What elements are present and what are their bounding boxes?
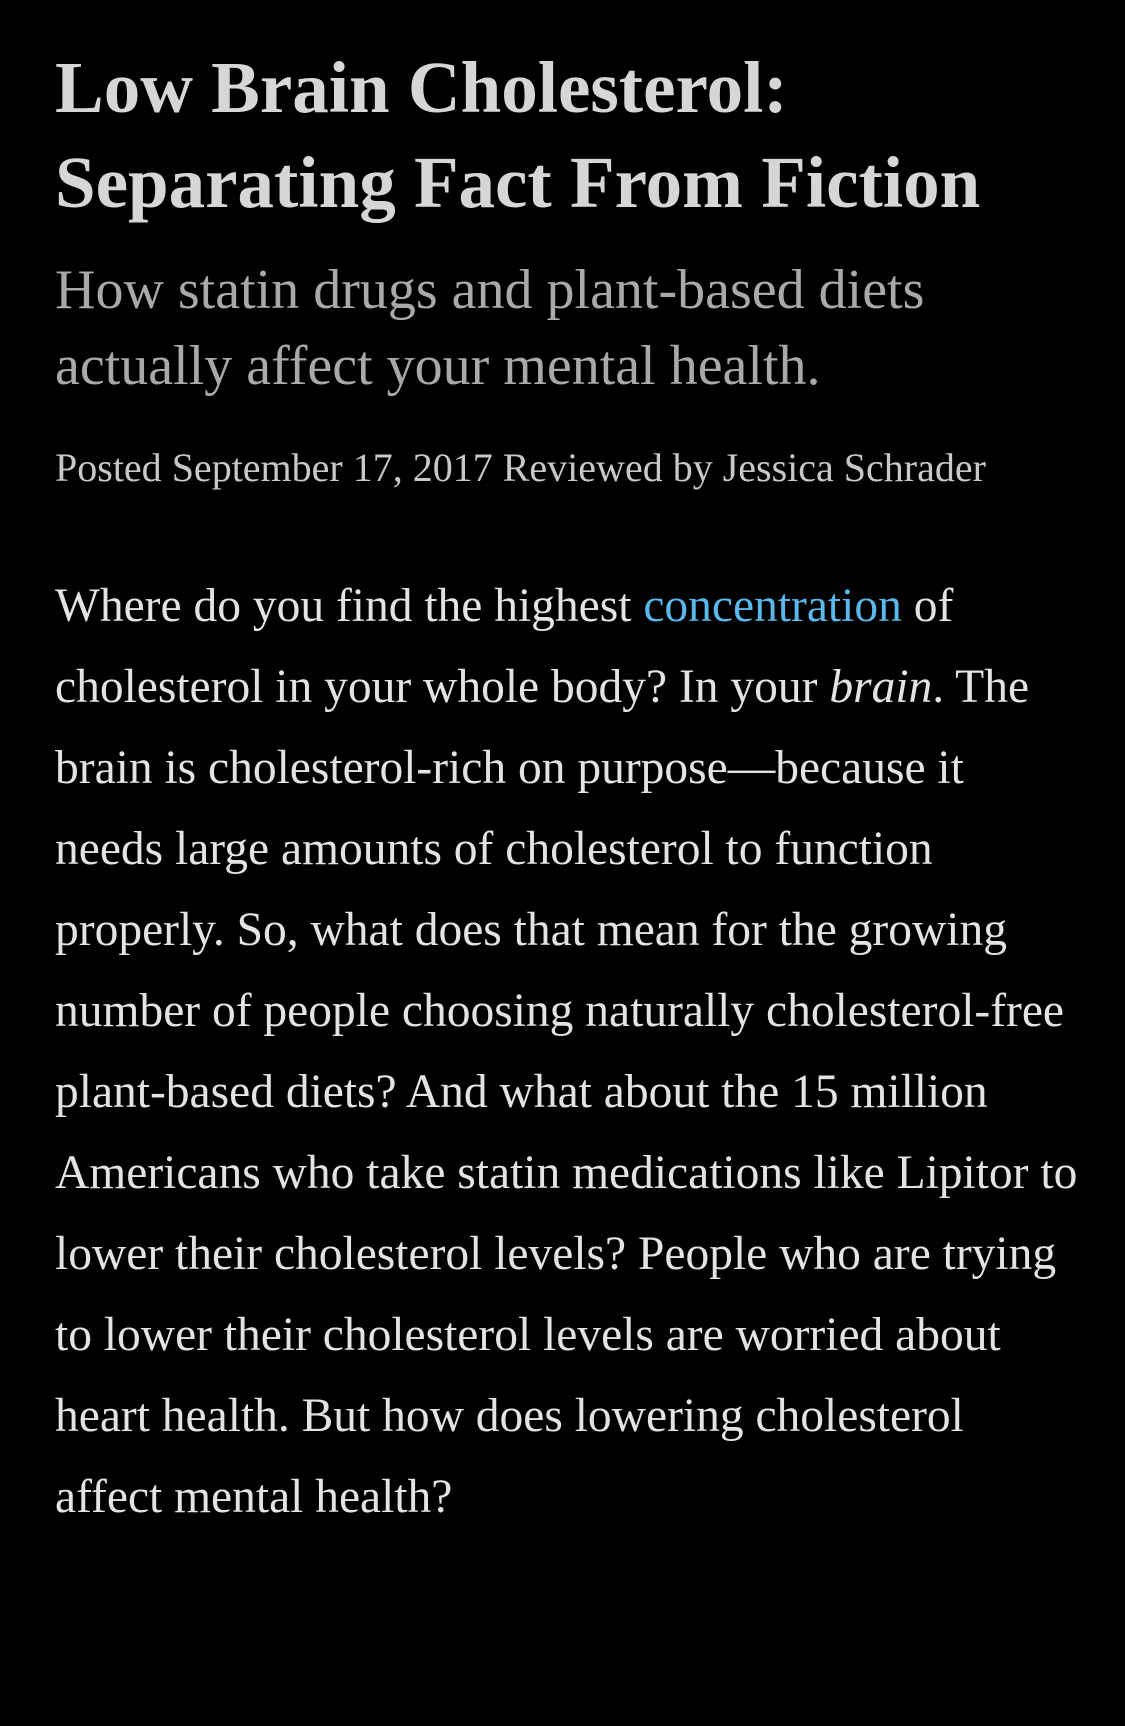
concentration-link[interactable]: concentration bbox=[643, 580, 902, 632]
brain-emphasis: brain bbox=[829, 661, 933, 713]
article-subtitle: How statin drugs and plant-based diets actually affect your mental health. bbox=[55, 259, 925, 397]
body-text-part2: of cholesterol in your whole body? In your bbox=[55, 580, 954, 713]
reviewed-label: Reviewed by bbox=[502, 445, 713, 490]
posted-label: Posted bbox=[55, 445, 162, 490]
reviewer-name: Jessica Schrader bbox=[722, 445, 986, 490]
article-headline: Low Brain Cholesterol: Separating Fact From Fiction bbox=[55, 47, 981, 223]
body-text-part1: Where do you find the highest bbox=[55, 580, 632, 632]
posted-date: September 17, 2017 bbox=[171, 445, 493, 490]
body-text-part3: . The brain is cholesterol-rich on purpose—because it needs large amounts of cholesterol to function properly. So, what does that mean for the growing number of people choosing naturally cholesterol-free plant-based diets? And what about the 15 million Americans who take statin medications like Lipitor to lower their cholesterol levels? People who are trying to lower their cholesterol levels are worried about heart health. But how does lowering cholesterol affect mental health? bbox=[55, 661, 1078, 1523]
article-byline bbox=[55, 432, 1080, 504]
article-body-paragraph bbox=[55, 566, 1080, 1538]
